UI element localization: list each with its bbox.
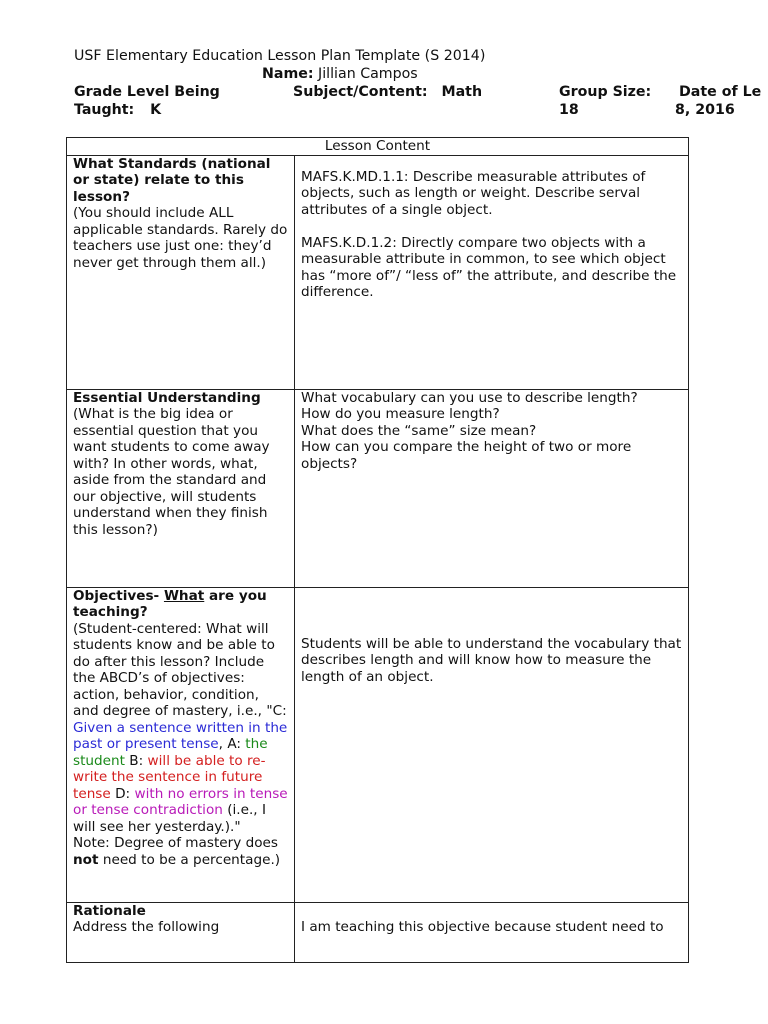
- audience-example: the student: [73, 736, 268, 769]
- objectives-prompt-cell: [67, 587, 295, 902]
- date-value: 8, 2016: [675, 102, 735, 118]
- grade-value: K: [150, 102, 162, 118]
- lesson-content-heading: Lesson Content: [67, 138, 689, 156]
- essential-answer-line: What vocabulary can you use to describe length?: [301, 389, 638, 406]
- standards-prompt-cell: [67, 155, 295, 389]
- objectives-row: [67, 587, 689, 902]
- degree-example: with no errors in tense or tense contradiction: [73, 785, 288, 818]
- subject-value: Math: [441, 84, 483, 100]
- name-value: Jillian Campos: [318, 66, 418, 82]
- standards-row: [67, 155, 689, 389]
- essential-answer-line: How can you compare the height of two or more objects?: [301, 439, 632, 472]
- date-label-cut: Le: [742, 84, 762, 100]
- name-line: [262, 65, 418, 83]
- standard-1: MAFS.K.MD.1.1: Describe measurable attributes of objects, such as length or weight. Describe serval attributes of a single object.: [301, 168, 646, 218]
- table-heading-row: [67, 138, 689, 156]
- grade-label-2: Taught:: [74, 102, 135, 118]
- grade-line: [74, 101, 161, 119]
- condition-example: Given a sentence written in the past or present tense: [73, 719, 288, 752]
- objectives-answer-cell: [295, 587, 689, 902]
- essential-prompt-cell: [67, 389, 295, 587]
- group-size-value: 18: [559, 102, 579, 118]
- essential-answer-line: How do you measure length?: [301, 406, 500, 422]
- subject-line: [293, 83, 482, 101]
- essential-understanding-row: [67, 389, 689, 587]
- grade-label: Grade Level Being: [74, 84, 220, 100]
- lesson-content-table: [66, 137, 689, 963]
- standards-guidance: (You should include ALL applicable standards. Rarely do teachers use just one: they’d never get through them all.): [73, 205, 288, 271]
- behavior-example: will be able to re-write the sentence in future tense: [73, 752, 266, 802]
- date-label: [679, 83, 761, 101]
- rationale-row: [67, 902, 689, 962]
- essential-guidance: (What is the big idea or essential question that you want students to come away with? In other words, what, aside from the standard and our objective, will students understand when they finish this lesson?): [73, 406, 270, 538]
- standards-answer-cell: [295, 155, 689, 389]
- rationale-guidance: Address the following: [73, 919, 220, 935]
- group-size-label: Group Size:: [559, 84, 652, 100]
- rationale-prompt-cell: [67, 902, 295, 962]
- objectives-question: Objectives- What are you teaching?: [73, 587, 267, 620]
- standard-2: MAFS.K.D.1.2: Directly compare two objects with a measurable attribute in common, to see which object has “more of”/ “less of” the attribute, and describe the difference.: [301, 234, 677, 300]
- essential-answer-line: What does the “same” size mean?: [301, 422, 537, 439]
- objectives-note: Note: Degree of mastery does not need to be a percentage.): [73, 835, 281, 868]
- objectives-answer: Students will be able to understand the vocabulary that describes length and will know how to measure the length of an object.: [301, 635, 682, 685]
- rationale-question: Rationale: [73, 902, 146, 919]
- document-title: USF Elementary Education Lesson Plan Template (S 2014): [74, 48, 486, 64]
- essential-answer-cell: [295, 389, 689, 587]
- essential-question: Essential Understanding: [73, 389, 261, 406]
- objectives-guidance: (Student-centered: What will students know and be able to do after this lesson? Include the ABCD’s of objectives: action, behavior, condition, and degree of mastery, i.e., "C: Given a sentence written in the past or present tense, A: the student B: will be able to re-write the sentence in future tense D: with no errors in tense or tense contradiction (i.e., I will see her yesterday.).": [73, 620, 288, 835]
- name-label: Name:: [262, 66, 314, 82]
- date-label-text: Date of: [679, 84, 738, 100]
- standards-question: What Standards (national or state) relate to this lesson?: [73, 155, 271, 205]
- rationale-answer-cell: [295, 902, 689, 962]
- rationale-answer: I am teaching this objective because student need to: [301, 919, 664, 935]
- subject-label: Subject/Content:: [293, 84, 428, 100]
